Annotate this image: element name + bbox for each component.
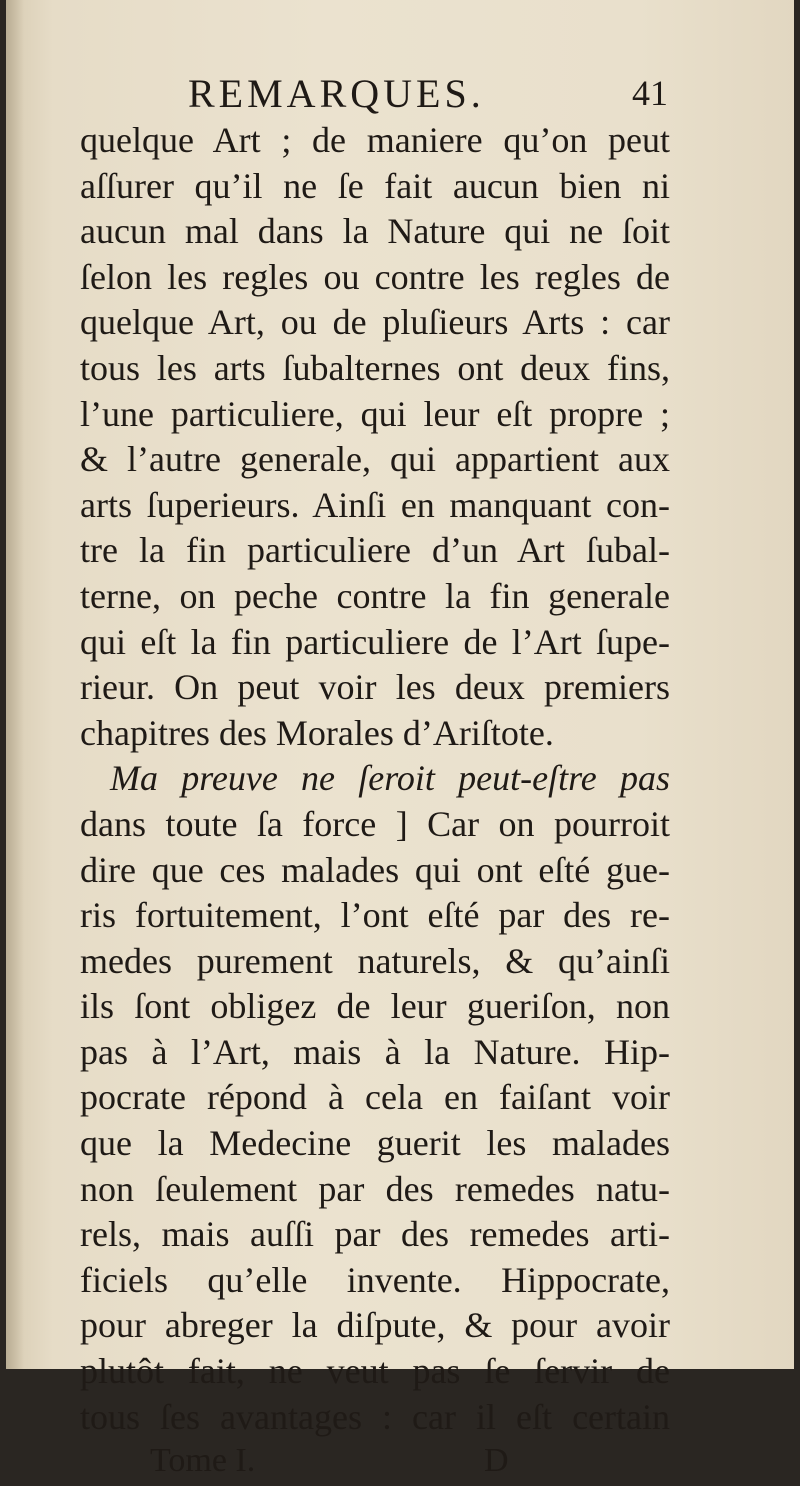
text-line: medes purement naturels, & qu’ainſi	[80, 940, 670, 981]
running-title: REMARQUES.	[188, 71, 485, 116]
text-line: & l’autre generale, qui appartient aux	[80, 439, 670, 480]
text-line: non ſeulement par des remedes natu-	[80, 1168, 670, 1209]
text-line: pocrate répond à cela en faiſant voir	[80, 1077, 670, 1118]
signature-mark: D	[484, 1442, 509, 1480]
text-line: ficiels qu’elle invente. Hippocrate,	[80, 1259, 670, 1300]
text-block	[80, 62, 670, 1486]
text-line: dire que ces malades qui ont eſté gue-	[80, 849, 670, 890]
running-head	[80, 62, 670, 118]
text-line: aucun mal dans la Nature qui ne ſoit	[80, 211, 670, 252]
text-line: rels, mais auſſi par des remedes arti-	[80, 1214, 670, 1255]
lemma-line: Ma preuve ne ſeroit peut-eſtre pas	[110, 758, 670, 799]
text-line: tous les arts ſubalternes ont deux fins,	[80, 347, 670, 388]
text-line: terne, on peche contre la fin generale	[80, 575, 670, 616]
page-number: 41	[632, 73, 668, 113]
text-line: quelque Art ; de maniere qu’on peut	[80, 120, 670, 160]
text-line: ſelon les regles ou contre les regles de	[80, 256, 670, 297]
text-line: chapitres des Morales d’Ariſtote.	[80, 712, 554, 753]
text-line: tous ſes avantages : car il eſt certain	[80, 1396, 670, 1437]
text-line: tre la fin particuliere d’un Art ſubal-	[80, 530, 670, 571]
text-line: pas à l’Art, mais à la Nature. Hip-	[80, 1031, 670, 1072]
page-footer	[80, 1442, 670, 1486]
text-line: arts ſuperieurs. Ainſi en manquant con-	[80, 484, 670, 525]
text-line: ris fortuitement, l’ont eſté par des re-	[80, 895, 670, 936]
text-line: dans toute ſa force ] Car on pourroit	[80, 803, 670, 844]
text-line: que la Medecine guerit les malades	[80, 1123, 670, 1164]
text-line: pour abreger la diſpute, & pour avoir	[80, 1305, 670, 1346]
text-line: plutôt fait, ne veut pas ſe ſervir de	[80, 1351, 670, 1392]
text-line: quelque Art, ou de pluſieurs Arts : car	[80, 302, 670, 343]
volume-mark: Tome I.	[150, 1442, 256, 1480]
text-line: aſſurer qu’il ne ſe fait aucun bien ni	[80, 165, 670, 206]
text-line: rieur. On peut voir les deux premiers	[80, 667, 670, 708]
text-line: l’une particuliere, qui leur eſt propre ;	[80, 393, 670, 434]
text-line: ils ſont obligez de leur gueriſon, non	[80, 986, 670, 1027]
book-page	[6, 0, 794, 1480]
text-line: qui eſt la fin particuliere de l’Art ſupe-	[80, 621, 670, 662]
